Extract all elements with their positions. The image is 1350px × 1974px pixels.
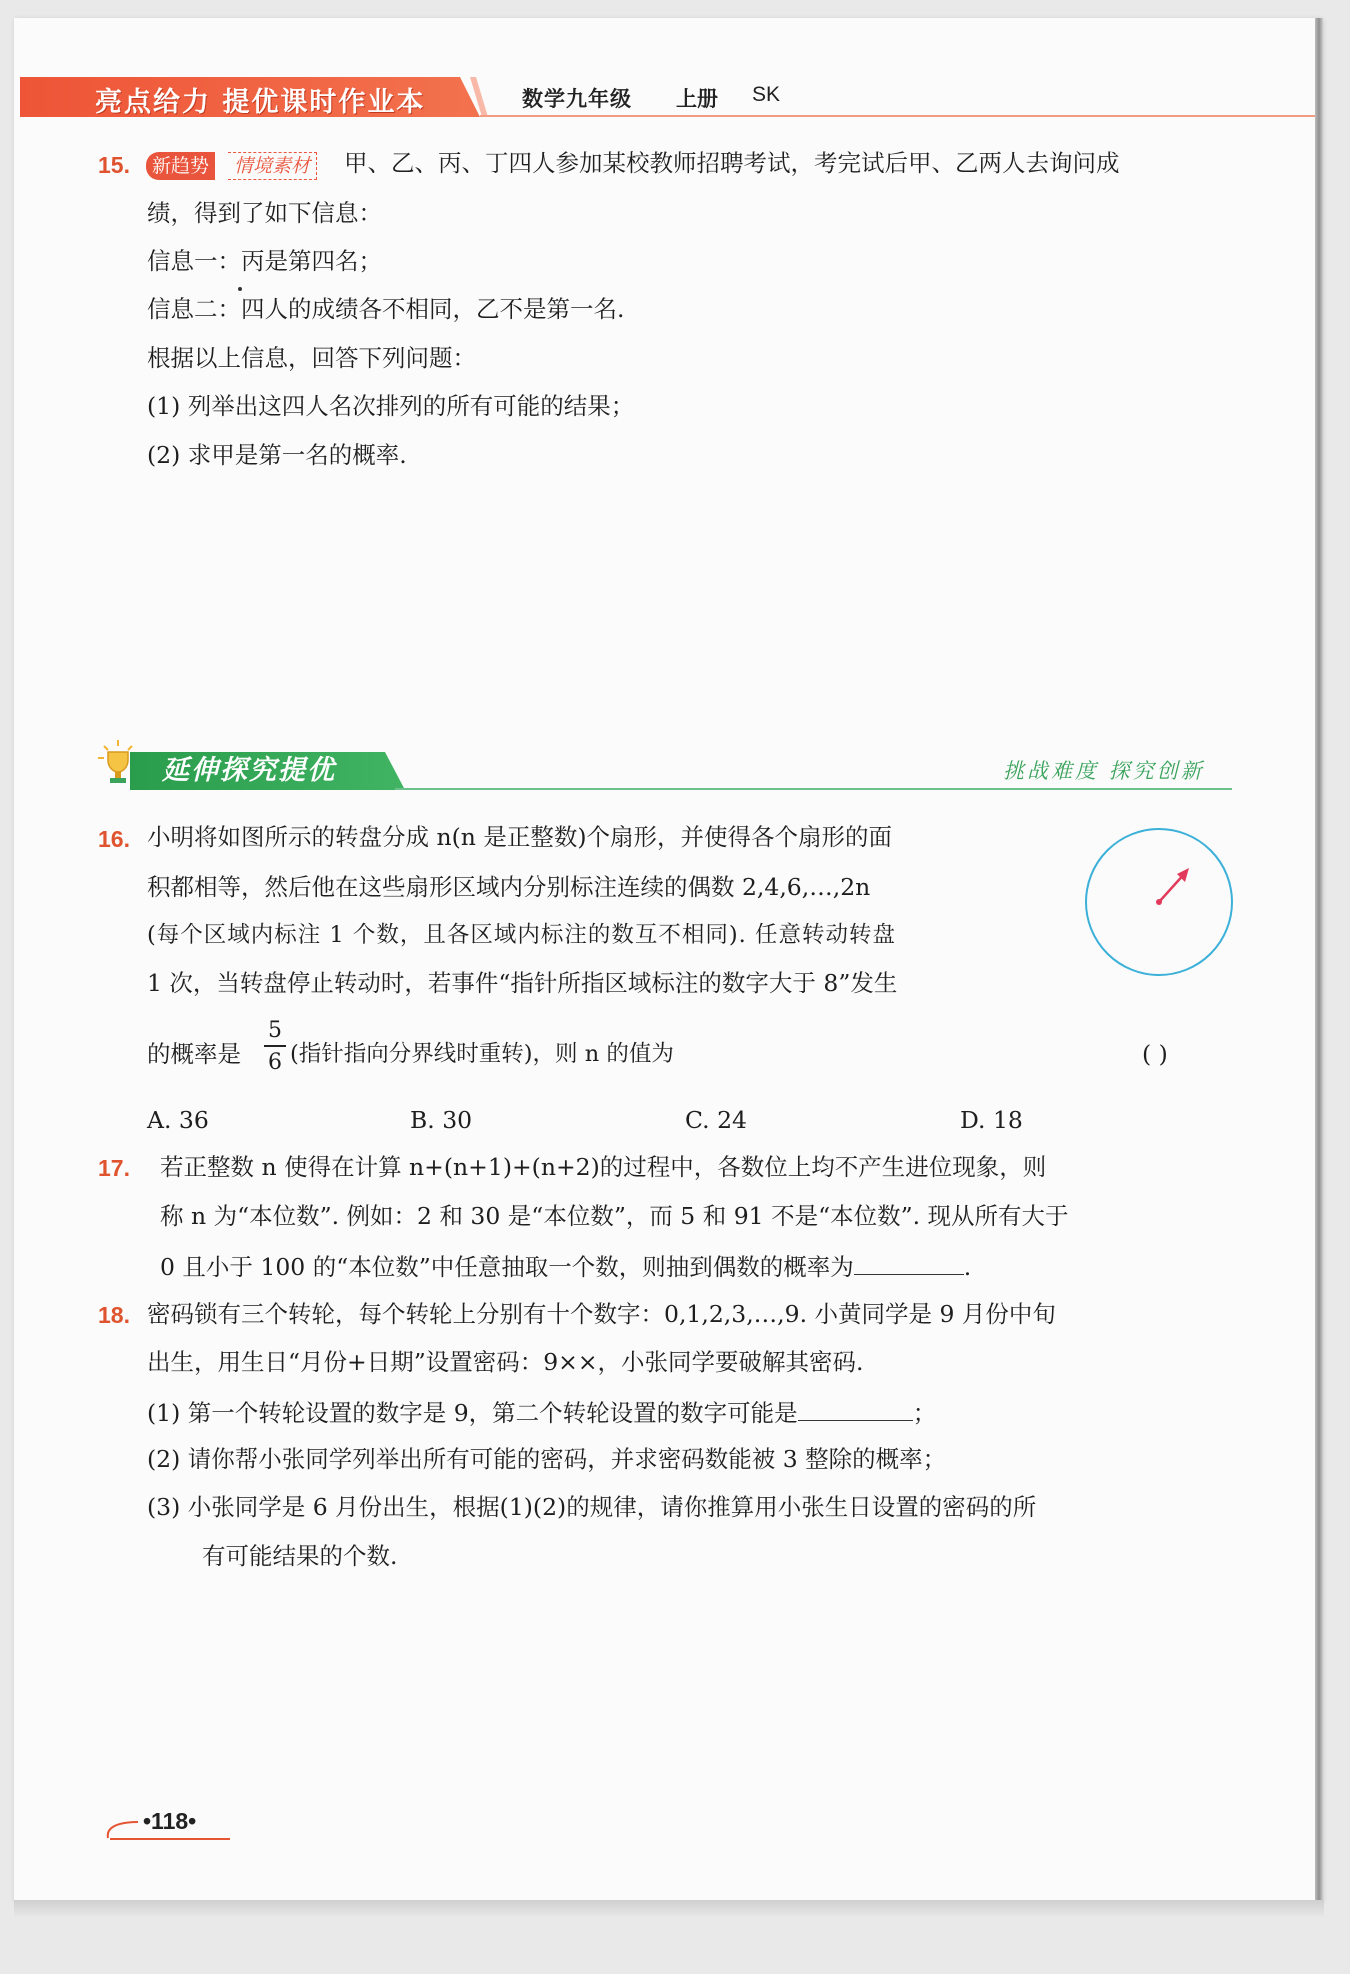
q15-prompt: 根据以上信息，回答下列问题： (147, 344, 476, 372)
q18-part1-end: ； (912, 1399, 937, 1427)
q18-part1-text: (1) 第一个转轮设置的数字是 9，第二个转轮设置的数字可能是 (147, 1399, 798, 1427)
q18-number: 18. (98, 1302, 130, 1328)
header-edition: SK (752, 83, 781, 106)
page-header (20, 77, 1315, 117)
header-brand: 亮点给力 提优课时作业本 (95, 87, 426, 118)
q18-line2: 出生，用生日“月份+日期”设置密码：9××，小张同学要破解其密码. (147, 1348, 864, 1376)
q18-part3-line2: 有可能结果的个数. (202, 1542, 398, 1570)
page-number-rule (110, 1838, 230, 1840)
q16-option-d: D. 18 (960, 1106, 1023, 1134)
q17-line3-text: 0 且小于 100 的“本位数”中任意抽取一个数，则抽到偶数的概率为 (160, 1253, 854, 1281)
q16-answer-paren: ( ) (1142, 1040, 1168, 1068)
spinner-center (1156, 899, 1162, 905)
q17-line3-end: . (963, 1253, 972, 1281)
fraction-bar (264, 1045, 286, 1047)
q18-part2: (2) 请你帮小张同学列举出所有可能的密码，并求密码数能被 3 整除的概率； (147, 1445, 947, 1473)
q15-part2: (2) 求甲是第一名的概率. (147, 441, 407, 469)
header-subject: 数学九年级 (522, 87, 632, 111)
q16-line1: 小明将如图所示的转盘分成 n(n 是正整数)个扇形，并使得各个扇形的面 (147, 823, 893, 851)
q15-info2: 信息二：四人的成绩各不相同，乙不是第一名. (147, 295, 625, 323)
header-volume: 上册 (676, 87, 718, 111)
q16-line4: 1 次，当转盘停止转动时，若事件“指针所指区域标注的数字大于 8”发生 (147, 969, 898, 997)
q15-badge-new-trend: 新趋势 (146, 152, 215, 180)
page-bottom-shadow (14, 1900, 1324, 1918)
q15-part1: (1) 列举出这四人名次排列的所有可能的结果； (147, 392, 635, 420)
fraction-denominator: 6 (268, 1050, 282, 1075)
q15-line1: 甲、乙、丙、丁四人参加某校教师招聘考试，考完试后甲、乙两人去询问成 (344, 149, 1120, 177)
q16-line2: 积都相等，然后他在这些扇形区域内分别标注连续的偶数 2,4,6,…,2n (147, 873, 871, 901)
q16-line5-pre: 的概率是 (147, 1040, 241, 1068)
q17-line2: 称 n 为“本位数”. 例如：2 和 30 是“本位数”，而 5 和 91 不是“本位数”. 现从所有大于 (160, 1202, 1069, 1230)
spinner-diagram (1081, 824, 1237, 980)
q18-answer-blank[interactable] (798, 1396, 913, 1421)
q15-info1: 信息一：丙是第四名； (147, 247, 382, 275)
q16-line5-post: (指针指向分界线时重转)，则 n 的值为 (290, 1041, 674, 1067)
q16-line3: (每个区域内标注 1 个数，且各区域内标注的数互不相同). 任意转动转盘 (147, 922, 896, 948)
q16-option-b: B. 30 (410, 1106, 473, 1134)
q17-line1: 若正整数 n 使得在计算 n+(n+1)+(n+2)的过程中，各数位上均不产生进位现象，则 (160, 1153, 1047, 1181)
fraction-numerator: 5 (268, 1018, 282, 1043)
q16-number: 16. (98, 826, 130, 852)
q17-line3 (160, 1250, 971, 1282)
emphasis-dot (238, 287, 242, 291)
q18-part3-line1: (3) 小张同学是 6 月份出生，根据(1)(2)的规律，请你推算用小张生日设置的密码的所 (147, 1493, 1037, 1521)
section-title: 延伸探究提优 (162, 755, 336, 786)
page-spine-shadow (1315, 18, 1323, 1918)
q17-number: 17. (98, 1155, 130, 1181)
q18-part1 (147, 1396, 936, 1428)
page-number: •118• (143, 1808, 197, 1834)
header-rule (480, 115, 1315, 117)
q15-badge-scenario: 情境素材 (228, 152, 317, 180)
q17-answer-blank[interactable] (854, 1250, 964, 1275)
q18-line1: 密码锁有三个转轮，每个转轮上分别有十个数字：0,1,2,3,…,9. 小黄同学是 9 月份中旬 (147, 1300, 1056, 1328)
q15-number: 15. (98, 152, 130, 178)
q16-option-a: A. 36 (147, 1106, 209, 1134)
q15-line2: 绩，得到了如下信息： (147, 199, 382, 227)
q16-option-c: C. 24 (685, 1106, 747, 1134)
section-tagline: 挑战难度 探究创新 (1003, 759, 1205, 783)
section-rule (395, 788, 1232, 790)
